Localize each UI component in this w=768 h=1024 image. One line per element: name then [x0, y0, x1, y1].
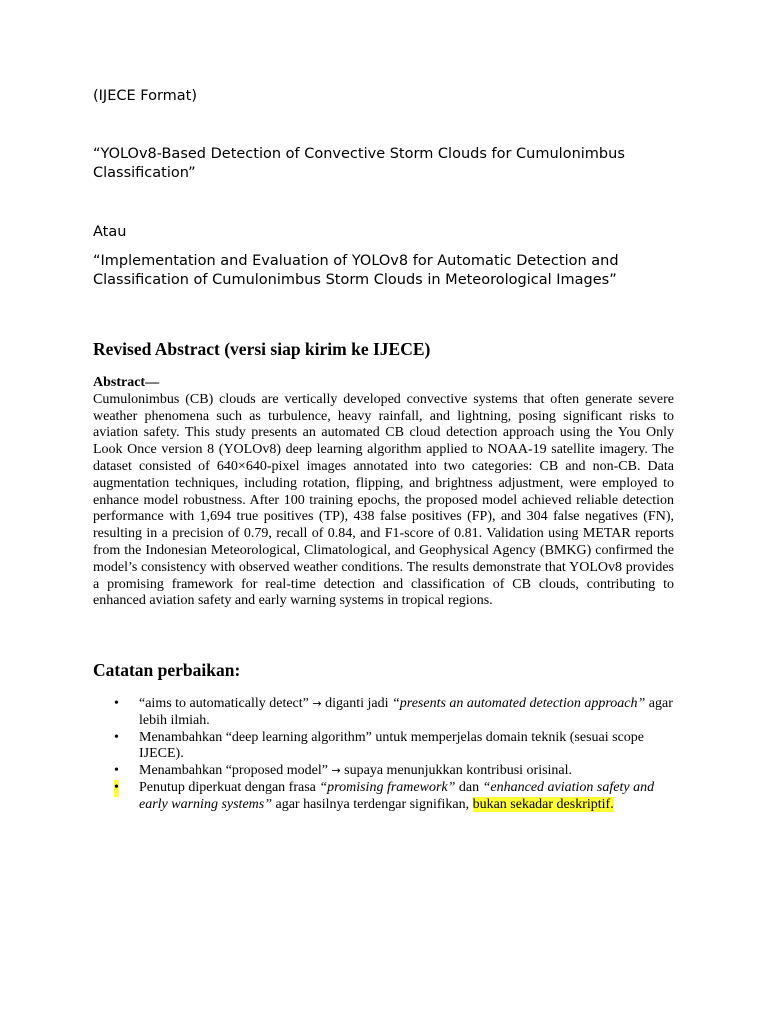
note-text: diganti jadi	[325, 696, 389, 711]
bullet-icon: •	[114, 763, 119, 779]
format-note: (IJECE Format)	[93, 88, 198, 104]
highlighted-text: bukan sekadar deskriptif.	[472, 796, 614, 812]
title-option-1: “YOLOv8-Based Detection of Convective Storm Clouds for Cumulonimbus Classification”	[93, 146, 625, 181]
list-item	[93, 780, 673, 814]
atau-label: Atau	[93, 224, 127, 240]
note-emphasis: “promising framework”	[319, 779, 456, 795]
notes-list	[93, 696, 673, 814]
note-text: dan	[458, 779, 480, 795]
note-emphasis: “presents an automated detection approach”	[391, 696, 646, 711]
abstract-heading: Revised Abstract (versi siap kirim ke IJECE)	[93, 339, 431, 359]
arrow-icon: →	[331, 764, 341, 778]
bullet-icon: •	[114, 696, 119, 711]
bullet-icon: •	[114, 779, 119, 795]
arrow-icon: →	[312, 697, 322, 710]
abstract-text: Cumulonimbus (CB) clouds are vertically developed convective systems that often generate severe weather phenomena such as turbulence, heavy rainfall, and lightning, posing significant risks to aviation safety. This study presents an automated CB cloud detection approach using the You Only Look Once version 8 (YOLOv8) deep learning algorithm applied to NOAA-19 satellite imagery. The dataset consisted of 640×640-pixel images annotated into two categories: CB and non-CB. Data augmentation techniques, including rotation, flipping, and brightness adjustment, were employed to enhance model robustness. After 100 training epochs, the proposed model achieved reliable detection performance with 1,694 true positives (TP), 438 false positives (FP), and 304 false negatives (FN), resulting in a precision of 0.79, recall of 0.84, and F1-score of 0.81. Validation using METAR reports from the Indonesian Meteorological, Climatological, and Geophysical Agency (BMKG) confirmed the model’s consistency with observed weather conditions. The results demonstrate that YOLOv8 provides a promising framework for real-time detection and classification of CB clouds, contributing to enhanced aviation safety and early warning systems in tropical regions.	[93, 391, 674, 609]
note-text: Penutup diperkuat dengan frasa	[139, 779, 316, 795]
bullet-icon: •	[114, 729, 119, 745]
note-text: Menambahkan “deep learning algorithm” untuk memperjelas domain teknik (sesuai scope IJECE).	[139, 729, 645, 762]
abstract-label: Abstract—	[93, 375, 160, 390]
abstract-block	[93, 375, 674, 610]
list-item	[93, 763, 673, 780]
note-emphasis: “enhanced aviation safety and early warning systems”	[139, 779, 655, 812]
note-text: “aims to automatically detect”	[139, 696, 309, 711]
list-item	[93, 696, 673, 730]
note-text: agar hasilnya terdengar signifikan,	[275, 796, 470, 812]
note-text: Menambahkan “proposed model”	[139, 763, 328, 779]
note-text: supaya menunjukkan kontribusi orisinal.	[344, 763, 573, 779]
note-text: agar lebih ilmiah.	[139, 696, 673, 728]
title-option-2: “Implementation and Evaluation of YOLOv8 for Automatic Detection and Classification of Cumulonimbus Storm Clouds in Meteorological Images”	[93, 253, 619, 288]
list-item	[93, 730, 673, 764]
catatan-heading: Catatan perbaikan:	[93, 660, 241, 680]
